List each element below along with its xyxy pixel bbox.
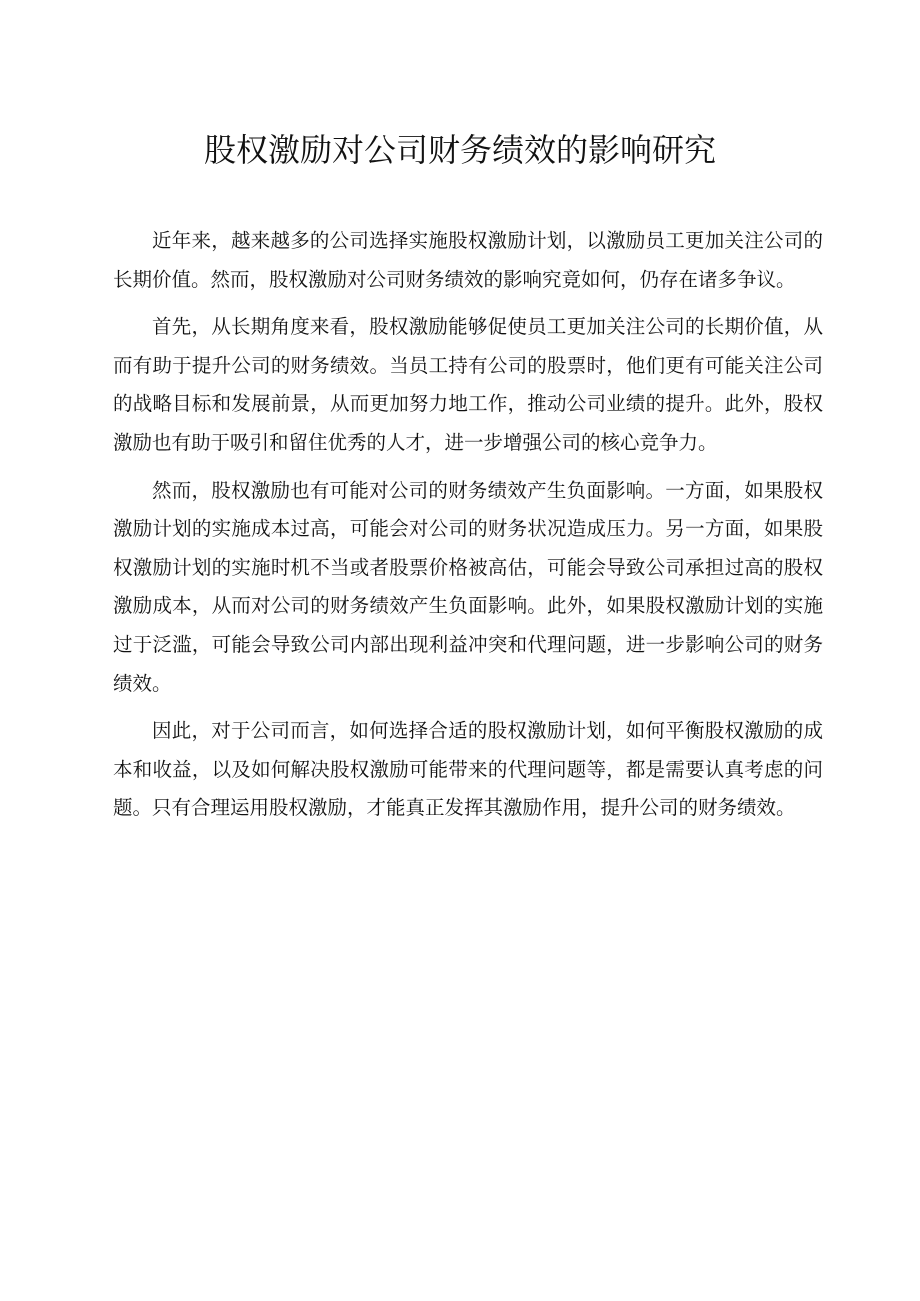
paragraph-negative-effects: 然而，股权激励也有可能对公司的财务绩效产生负面影响。一方面，如果股权激励计划的实施成本过高，可能会对公司的财务状况造成压力。另一方面，如果股权激励计划的实施时机不当或者股票价格被高估，可能会导致公司承担过高的股权激励成本，从而对公司的财务绩效产生负面影响。此外，如果股权激励计划的实施过于泛滥，可能会导致公司内部出现利益冲突和代理问题，进一步影响公司的财务绩效。 [113,478,823,695]
paragraph-positive-effects: 首先，从长期角度来看，股权激励能够促使员工更加关注公司的长期价值，从而有助于提升公司的财务绩效。当员工持有公司的股票时，他们更有可能关注公司的战略目标和发展前景，从而更加努力地工作，推动公司业绩的提升。此外，股权激励也有助于吸引和留住优秀的人才，进一步增强公司的核心竞争力。 [113,315,823,454]
paragraph-conclusion: 因此，对于公司而言，如何选择合适的股权激励计划，如何平衡股权激励的成本和收益，以及如何解决股权激励可能带来的代理问题等，都是需要认真考虑的问题。只有合理运用股权激励，才能真正发挥其激励作用，提升公司的财务绩效。 [113,719,823,820]
document-title: 股权激励对公司财务绩效的影响研究 [203,131,716,169]
document-body [113,222,823,837]
paragraph-intro: 近年来，越来越多的公司选择实施股权激励计划，以激励员工更加关注公司的长期价值。然而，股权激励对公司财务绩效的影响究竟如何，仍存在诸多争议。 [113,229,823,291]
